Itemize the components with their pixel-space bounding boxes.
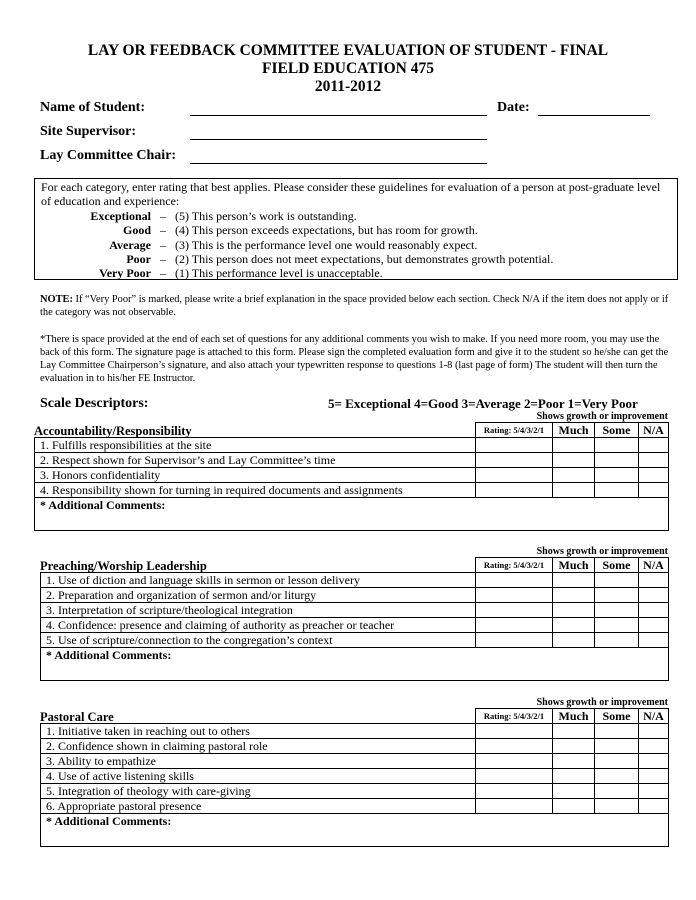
scale-descriptors-label: Scale Descriptors: <box>40 396 149 411</box>
guideline-desc: (4) This person exceeds expectations, but has room for growth. <box>175 223 478 238</box>
guideline-dash: – <box>160 223 166 238</box>
table-row <box>41 573 669 588</box>
student-name-label: Name of Student: <box>40 100 145 115</box>
item-label: 3. Honors confidentiality <box>35 468 476 483</box>
much-cell[interactable] <box>553 618 595 633</box>
shows-growth-caption: Shows growth or improvement <box>536 411 668 422</box>
na-header: N/A <box>639 558 669 573</box>
additional-comments-field[interactable]: * Additional Comments: <box>41 814 669 847</box>
some-cell[interactable] <box>595 438 639 453</box>
guideline-row <box>41 266 671 280</box>
comments-row <box>35 498 669 531</box>
rating-table-preaching <box>40 557 669 681</box>
table-row <box>41 754 669 769</box>
table-row <box>41 618 669 633</box>
blank-header-cell <box>35 423 476 438</box>
table-row <box>35 483 669 498</box>
rating-table-pastoral-care <box>40 708 669 847</box>
na-cell[interactable] <box>639 483 669 498</box>
section-title-accountability: Accountability/Responsibility <box>34 424 192 438</box>
much-cell[interactable] <box>553 453 595 468</box>
item-label: 1. Use of diction and language skills in sermon or lesson delivery <box>41 573 476 588</box>
na-cell[interactable] <box>639 724 669 739</box>
na-cell[interactable] <box>639 754 669 769</box>
note-text: If “Very Poor” is marked, please write a brief explanation in the space provided below each section. Check N/A if the item does not apply or if the category was not observable. <box>40 294 669 318</box>
note-label: NOTE: <box>40 294 73 305</box>
blank-header-cell <box>41 709 476 724</box>
table-row <box>35 468 669 483</box>
rating-cell[interactable] <box>476 483 553 498</box>
rating-cell[interactable] <box>476 633 553 648</box>
guideline-dash: – <box>160 252 166 267</box>
table-row <box>41 739 669 754</box>
shows-growth-caption: Shows growth or improvement <box>536 697 668 708</box>
student-name-field[interactable] <box>190 115 487 116</box>
guideline-term: Good <box>122 223 151 238</box>
rating-cell[interactable] <box>476 799 553 814</box>
table-row <box>41 633 669 648</box>
note-paragraph <box>40 293 670 319</box>
section-title-preaching: Preaching/Worship Leadership <box>40 559 207 573</box>
na-cell[interactable] <box>639 573 669 588</box>
table-row <box>41 769 669 784</box>
item-label: 4. Use of active listening skills <box>41 769 476 784</box>
date-field[interactable] <box>538 115 650 116</box>
guideline-dash: – <box>160 237 166 252</box>
rating-cell[interactable] <box>476 573 553 588</box>
some-cell[interactable] <box>595 784 639 799</box>
much-cell[interactable] <box>553 769 595 784</box>
guideline-desc: (5) This person’s work is outstanding. <box>175 208 357 223</box>
additional-comments-field[interactable]: * Additional Comments: <box>41 648 669 681</box>
much-cell[interactable] <box>553 784 595 799</box>
rating-guidelines-box <box>34 178 678 280</box>
much-cell[interactable] <box>553 468 595 483</box>
na-header: N/A <box>639 709 669 724</box>
shows-growth-caption: Shows growth or improvement <box>536 546 668 557</box>
na-cell[interactable] <box>639 588 669 603</box>
form-title-line1: LAY OR FEEDBACK COMMITTEE EVALUATION OF STUDENT - FINAL <box>87 42 609 59</box>
some-cell[interactable] <box>595 603 639 618</box>
much-header: Much <box>553 709 595 724</box>
much-cell[interactable] <box>553 739 595 754</box>
table-row <box>41 724 669 739</box>
na-cell[interactable] <box>639 799 669 814</box>
table-row <box>41 784 669 799</box>
na-cell[interactable] <box>639 453 669 468</box>
table-header-row <box>41 558 669 573</box>
rating-cell[interactable] <box>476 468 553 483</box>
comments-row <box>41 814 669 847</box>
some-cell[interactable] <box>595 618 639 633</box>
some-header: Some <box>595 709 639 724</box>
item-label: 2. Respect shown for Supervisor’s and Lay Committee’s time <box>35 453 476 468</box>
form-title-line2: FIELD EDUCATION 475 <box>262 60 434 77</box>
some-cell[interactable] <box>595 724 639 739</box>
na-cell[interactable] <box>639 784 669 799</box>
item-label: 4. Confidence: presence and claiming of authority as preacher or teacher <box>41 618 476 633</box>
some-cell[interactable] <box>595 754 639 769</box>
much-cell[interactable] <box>553 603 595 618</box>
rating-table-accountability <box>34 422 669 531</box>
item-label: 5. Use of scripture/connection to the congregation’s context <box>41 633 476 648</box>
item-label: 6. Appropriate pastoral presence <box>41 799 476 814</box>
table-row <box>41 588 669 603</box>
form-title-line3: 2011-2012 <box>314 78 382 95</box>
na-cell[interactable] <box>639 468 669 483</box>
na-cell[interactable] <box>639 739 669 754</box>
some-cell[interactable] <box>595 588 639 603</box>
guideline-dash: – <box>160 266 166 281</box>
table-row <box>41 799 669 814</box>
much-cell[interactable] <box>553 438 595 453</box>
some-cell[interactable] <box>595 483 639 498</box>
rating-cell[interactable] <box>476 618 553 633</box>
table-row <box>35 453 669 468</box>
rating-cell[interactable] <box>476 724 553 739</box>
guideline-row <box>41 209 671 223</box>
rating-cell[interactable] <box>476 453 553 468</box>
rating-header: Rating: 5/4/3/2/1 <box>476 558 553 573</box>
guideline-row <box>41 252 671 266</box>
some-cell[interactable] <box>595 633 639 648</box>
blank-header-cell <box>41 558 476 573</box>
item-label: 1. Fulfills responsibilities at the site <box>35 438 476 453</box>
na-cell[interactable] <box>639 633 669 648</box>
guideline-desc: (2) This person does not meet expectations, but demonstrates growth potential. <box>175 252 554 267</box>
item-label: 4. Responsibility shown for turning in required documents and assignments <box>35 483 476 498</box>
item-label: 2. Preparation and organization of sermon and/or liturgy <box>41 588 476 603</box>
item-label: 2. Confidence shown in claiming pastoral role <box>41 739 476 754</box>
na-cell[interactable] <box>639 603 669 618</box>
site-supervisor-label: Site Supervisor: <box>40 124 137 139</box>
lay-committee-chair-field[interactable] <box>190 163 487 164</box>
much-cell[interactable] <box>553 633 595 648</box>
much-header: Much <box>553 423 595 438</box>
guideline-row <box>41 238 671 252</box>
rating-cell[interactable] <box>476 603 553 618</box>
some-cell[interactable] <box>595 799 639 814</box>
rating-cell[interactable] <box>476 754 553 769</box>
scale-descriptors-values: 5= Exceptional 4=Good 3=Average 2=Poor 1=Very Poor <box>328 396 638 411</box>
rating-cell[interactable] <box>476 784 553 799</box>
instructions-paragraph: *There is space provided at the end of each set of questions for any additional comments you wish to make. If you need more room, you may use the back of this form. The signature page is attached to this form. Please sign the completed evaluation form and give it to the student so he/she can get the Lay Committee Chairperson’s signature, and also attach your typewritten response to questions 1-8 (last page of form) The student will then turn the evaluation in to his/her FE Instructor. <box>40 334 669 384</box>
much-header: Much <box>553 558 595 573</box>
guideline-row <box>41 223 671 237</box>
guideline-term: Very Poor <box>99 266 151 281</box>
some-cell[interactable] <box>595 739 639 754</box>
table-header-row <box>41 709 669 724</box>
comments-row <box>41 648 669 681</box>
na-cell[interactable] <box>639 769 669 784</box>
table-row <box>41 603 669 618</box>
guideline-desc: (3) This is the performance level one would reasonably expect. <box>175 237 478 252</box>
na-cell[interactable] <box>639 618 669 633</box>
na-header: N/A <box>639 423 669 438</box>
much-cell[interactable] <box>553 724 595 739</box>
table-header-row <box>35 423 669 438</box>
table-row <box>35 438 669 453</box>
na-cell[interactable] <box>639 438 669 453</box>
much-cell[interactable] <box>553 588 595 603</box>
rating-cell[interactable] <box>476 438 553 453</box>
much-cell[interactable] <box>553 483 595 498</box>
some-cell[interactable] <box>595 468 639 483</box>
item-label: 3. Ability to empathize <box>41 754 476 769</box>
rating-cell[interactable] <box>476 739 553 754</box>
additional-comments-field[interactable]: * Additional Comments: <box>35 498 669 531</box>
guideline-term: Average <box>109 237 151 252</box>
date-label: Date: <box>497 100 530 115</box>
lay-committee-chair-label: Lay Committee Chair: <box>40 148 177 163</box>
some-header: Some <box>595 423 639 438</box>
much-cell[interactable] <box>553 799 595 814</box>
site-supervisor-field[interactable] <box>190 139 487 140</box>
item-label: 3. Interpretation of scripture/theological integration <box>41 603 476 618</box>
much-cell[interactable] <box>553 573 595 588</box>
some-cell[interactable] <box>595 573 639 588</box>
guideline-term: Exceptional <box>90 208 151 223</box>
guideline-term: Poor <box>126 252 151 267</box>
some-cell[interactable] <box>595 769 639 784</box>
item-label: 1. Initiative taken in reaching out to others <box>41 724 476 739</box>
some-cell[interactable] <box>595 453 639 468</box>
rating-cell[interactable] <box>476 588 553 603</box>
much-cell[interactable] <box>553 754 595 769</box>
guidelines-intro: For each category, enter rating that best applies. Please consider these guidelines for evaluation of a person at post-graduate level of education and experience: <box>41 180 661 209</box>
item-label: 5. Integration of theology with care-giving <box>41 784 476 799</box>
guideline-desc: (1) This performance level is unacceptable. <box>175 266 383 281</box>
rating-header: Rating: 5/4/3/2/1 <box>476 709 553 724</box>
guideline-dash: – <box>160 208 166 223</box>
rating-cell[interactable] <box>476 769 553 784</box>
some-header: Some <box>595 558 639 573</box>
rating-header: Rating: 5/4/3/2/1 <box>476 423 553 438</box>
section-title-pastoral-care: Pastoral Care <box>40 710 114 724</box>
